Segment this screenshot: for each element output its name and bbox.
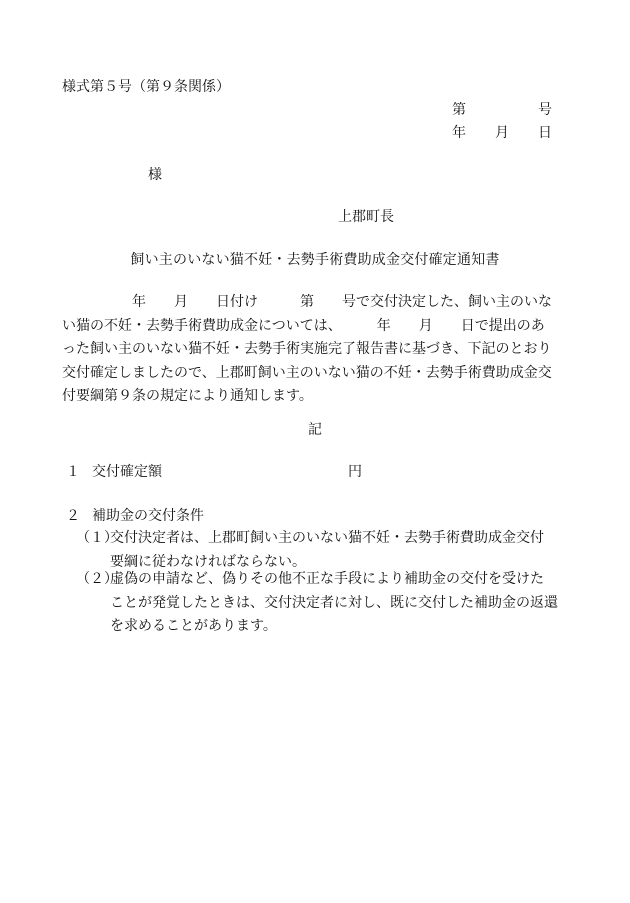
condition-line: 虚偽の申請など、偽りその他不正な手段により補助金の交付を受けた: [110, 571, 544, 587]
form-label: 様式第５号（第９条関係）: [62, 79, 230, 95]
issuer: 上郡町長: [338, 209, 394, 225]
body-line: 年 月 日付け 第 号で交付決定した、飼い主のいな: [62, 294, 552, 310]
ki-heading: 記: [308, 422, 322, 438]
document-title: 飼い主のいない猫不妊・去勢手術費助成金交付確定通知書: [130, 252, 500, 268]
condition-line: ことが発覚したときは、交付決定者に対し、既に交付した補助金の返還: [110, 594, 558, 611]
item-2-number: ２: [66, 508, 80, 524]
document-number-prefix: 第: [452, 102, 466, 118]
date-day: 日: [538, 125, 552, 141]
body-line: った飼い主のいない猫不妊・去勢手術実施完了報告書に基づき、下記のとおり: [62, 341, 552, 358]
body-text: [62, 295, 582, 413]
document-number-suffix: 号: [538, 102, 552, 118]
item-1-label: 交付確定額: [92, 464, 162, 480]
condition-number: （１）: [76, 530, 118, 546]
condition-line: 交付決定者は、上郡町飼い主のいない猫不妊・去勢手術費助成金交付: [110, 530, 544, 546]
date-month: 月: [495, 125, 509, 141]
condition-line: 要綱に従わなければならない。: [110, 553, 306, 570]
document-number: [452, 103, 552, 117]
item-2-label: 補助金の交付条件: [92, 508, 204, 524]
date-year: 年: [452, 125, 466, 141]
condition-text: [110, 572, 558, 643]
document-date: [452, 126, 552, 140]
body-line: い猫の不妊・去勢手術費助成金については、 年 月 日で提出のあ: [62, 317, 545, 334]
addressee: 様: [148, 167, 162, 183]
item-1-number: １: [66, 464, 80, 480]
body-line: 付要綱第９条の規定により通知します。: [62, 388, 313, 405]
condition-line: を求めることがあります。: [110, 618, 277, 635]
item-1-unit: 円: [348, 464, 362, 480]
condition-number: （２）: [76, 571, 118, 587]
body-line: 交付確定しましたので、上郡町飼い主のいない猫の不妊・去勢手術費助成金交: [62, 364, 552, 381]
